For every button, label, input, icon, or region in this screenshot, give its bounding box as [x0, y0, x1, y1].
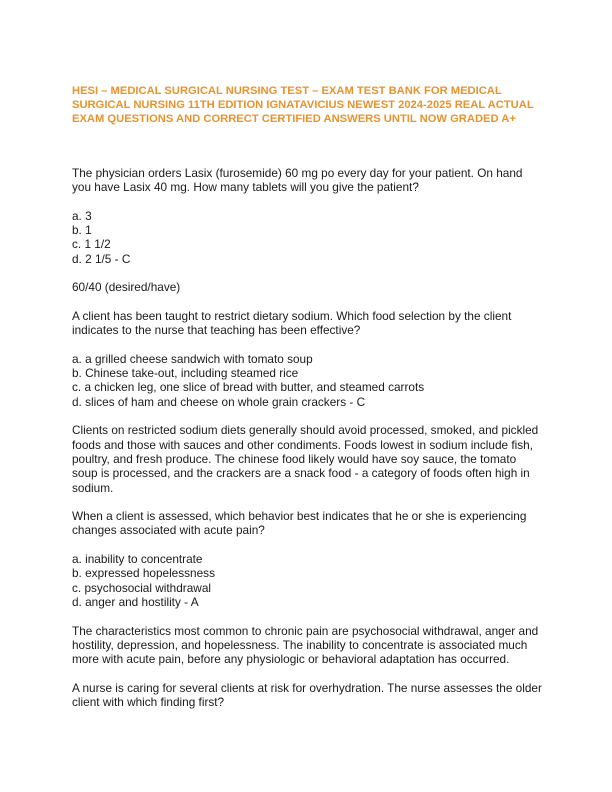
question-1-text: The physician orders Lasix (furosemide) 60 mg po every day for your patient. On hand you have Lasix 40 mg. How many tablets will you give the patient?: [72, 166, 523, 195]
question-2-option-d: d. slices of ham and cheese on whole grain crackers - C: [72, 394, 366, 409]
question-3-text: When a client is assessed, which behavior best indicates that he or she is experiencing changes associated with acute pain?: [72, 509, 527, 538]
question-3-option-c: c. psychosocial withdrawal: [72, 580, 211, 595]
question-2-options: [72, 352, 542, 409]
question-3-options: [72, 552, 542, 609]
question-3-option-d: d. anger and hostility - A: [72, 594, 199, 609]
question-1-option-b: b. 1: [72, 223, 92, 238]
question-3-option-b: b. expressed hopelessness: [72, 566, 215, 581]
question-3-option-a: a. inability to concentrate: [72, 552, 203, 567]
question-4-text: A nurse is caring for several clients at risk for overhydration. The nurse assesses the older client with which finding first?: [72, 680, 542, 709]
question-1-option-d: d. 2 1/5 - C: [72, 251, 131, 266]
question-2-text: A client has been taught to restrict dietary sodium. Which food selection by the client indicates to the nurse that teaching has been effective?: [72, 308, 512, 338]
question-3-rationale: The characteristics most common to chronic pain are psychosocial withdrawal, anger and hostility, depression, and hopelessness. The inability to concentrate is associated much more with acute pain, before any physiologic or behavioral adaptation has occurred.: [72, 623, 539, 667]
question-2-rationale: Clients on restricted sodium diets generally should avoid processed, smoked, and pickled foods and those with sauces and other condiments. Foods lowest in sodium include fish, poultry, and fresh produce. The chinese food likely would have soy sauce, the tomato soup is processed, and the crackers are a snack food - a category of foods often high in sodium.: [72, 423, 539, 495]
question-2-option-c: c. a chicken leg, one slice of bread with butter, and steamed carrots: [72, 380, 425, 395]
question-1-options: [72, 209, 542, 266]
question-1-rationale: 60/40 (desired/have): [72, 280, 181, 295]
document-body: [72, 166, 542, 724]
question-1-option-c: c. 1 1/2: [72, 237, 111, 252]
question-2-option-a: a. a grilled cheese sandwich with tomato soup: [72, 351, 313, 366]
question-2-option-b: b. Chinese take-out, including steamed rice: [72, 366, 299, 381]
question-1-option-a: a. 3: [72, 208, 92, 223]
document-title: HESI – MEDICAL SURGICAL NURSING TEST – EXAM TEST BANK FOR MEDICAL SURGICAL NURSING 11TH EDITION IGNATAVICIUS NEWEST 2024-2025 REAL ACTUAL EXAM QUESTIONS AND CORRECT CERTIFIED ANSWERS UNTIL NOW GRADED A+: [72, 85, 534, 125]
